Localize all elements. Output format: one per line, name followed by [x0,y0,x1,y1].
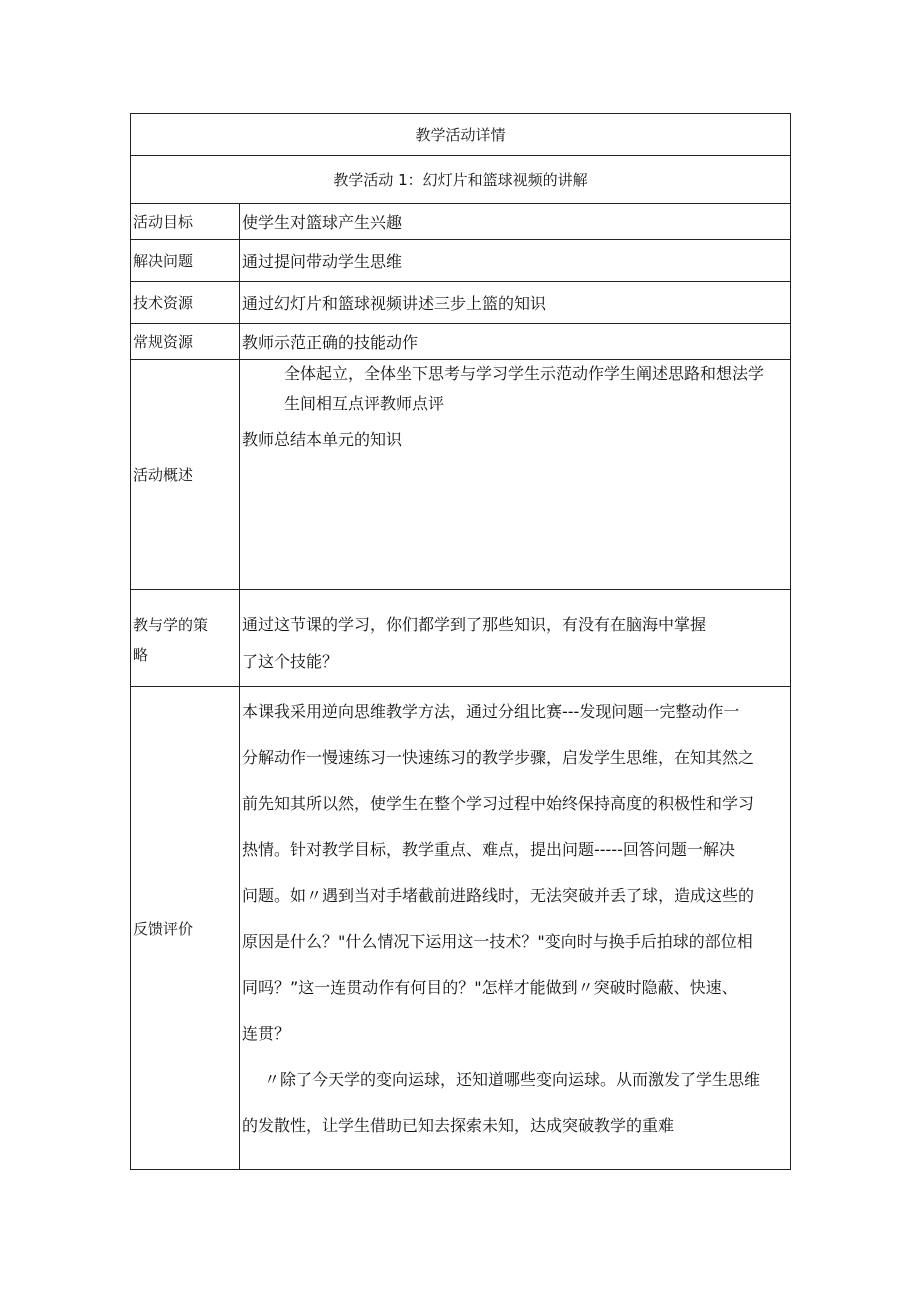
strategy-label-line-1: 教与学的策 [133,616,209,634]
overview-line-3: 教师总结本单元的知识 [242,430,403,449]
strategy-row [131,590,791,687]
feedback-line: 分解动作一慢速练习一快速练习的教学步骤，启发学生思维，在知其然之 [242,748,755,767]
row-value-problem: 通过提问带动学生思维 [240,240,791,282]
feedback-line: 的发散性，让学生借助已知去探索未知，达成突破教学的重难 [242,1116,675,1135]
feedback-label: 反馈评价 [131,687,240,1170]
overview-line-2: 生间相互点评教师点评 [284,394,445,413]
overview-content [240,360,791,590]
strategy-line-1: 通过这节课的学习，你们都学到了那些知识，有没有在脑海中掌握 [242,615,707,634]
table-title-row [131,114,791,156]
feedback-row [131,687,791,1170]
table-row [131,240,791,282]
feedback-line: 连贯？ [242,1024,291,1043]
row-value-regular-resources: 教师示范正确的技能动作 [240,324,791,360]
table-title: 教学活动详情 [131,114,791,156]
strategy-content [240,590,791,687]
feedback-line: 原因是什么？"什么情况下运用这一技术？"变向时与换手后拍球的部位相 [242,932,753,951]
activity-detail-table [130,113,791,1170]
feedback-line: 热情。针对教学目标，教学重点、难点，提出问题-----回答问题一解决 [242,840,735,859]
feedback-line: 同吗？”这一连贯动作有何目的？"怎样才能做到〃突破时隐蔽、快速、 [242,978,738,997]
row-label-goal: 活动目标 [131,204,240,240]
feedback-line: 问题。如〃遇到当对手堵截前进路线时，无法突破并丢了球，造成这些的 [242,886,755,905]
feedback-line: 〃除了今天学的变向运球，还知道哪些变向运球。从而激发了学生思维 [264,1070,761,1089]
activity-subtitle: 教学活动 1：幻灯片和篮球视频的讲解 [131,156,791,204]
row-label-problem: 解决问题 [131,240,240,282]
table-row [131,282,791,324]
row-label-regular-resources: 常规资源 [131,324,240,360]
row-value-tech-resources: 通过幻灯片和篮球视频讲述三步上篮的知识 [240,282,791,324]
overview-label: 活动概述 [131,360,240,590]
table-subtitle-row [131,156,791,204]
feedback-line: 本课我采用逆向思维教学方法，通过分组比赛---发现问题一完整动作一 [242,702,740,721]
row-value-goal: 使学生对篮球产生兴趣 [240,204,791,240]
table-row [131,324,791,360]
overview-row [131,360,791,590]
overview-line-1: 全体起立，全体坐下思考与学习学生示范动作学生阐述思路和想法学 [284,364,765,383]
feedback-content [240,687,791,1170]
table-row [131,204,791,240]
feedback-line: 前先知其所以然，使学生在整个学习过程中始终保持高度的积极性和学习 [242,794,755,813]
strategy-label-line-2: 略 [133,646,149,664]
row-label-tech-resources: 技术资源 [131,282,240,324]
strategy-line-2: 了这个技能？ [242,652,339,671]
strategy-label [131,590,240,687]
